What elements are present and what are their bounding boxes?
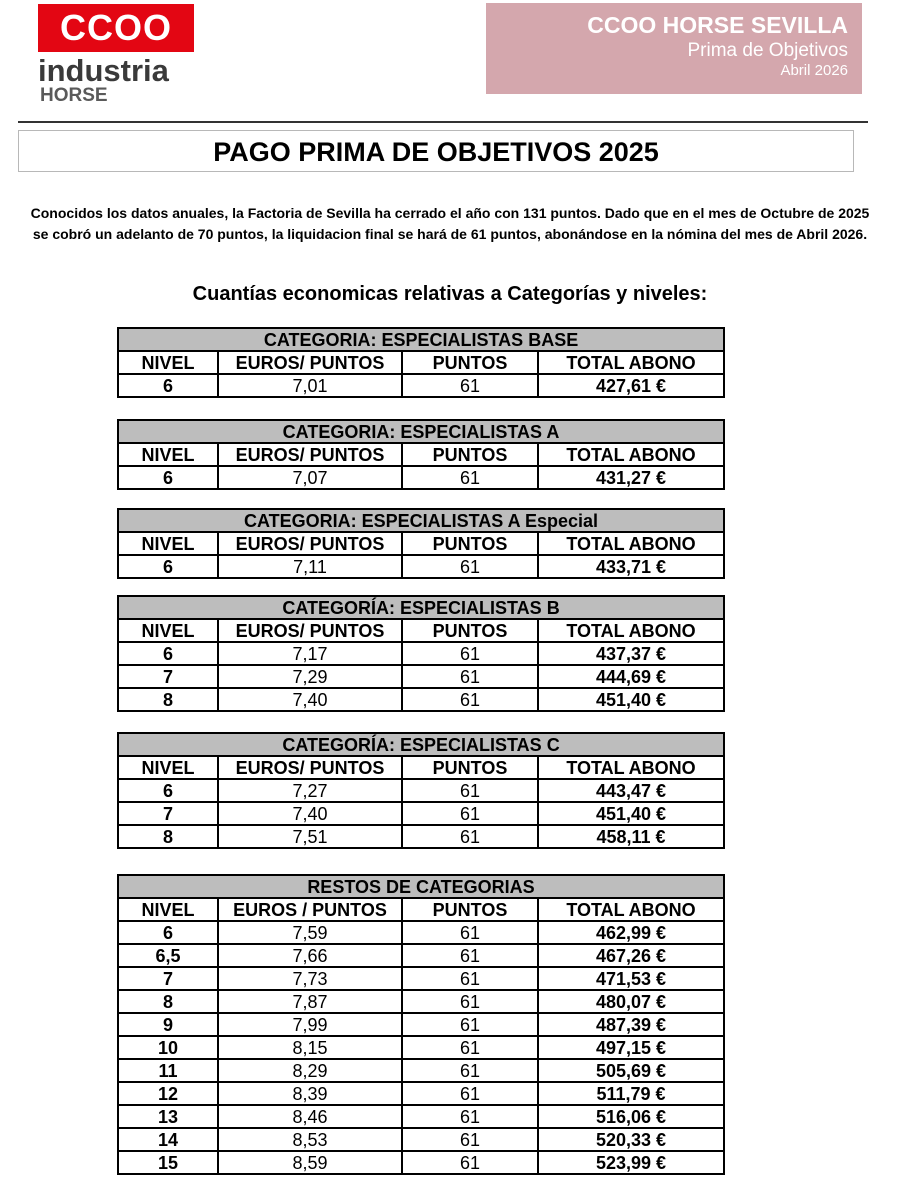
table-row xyxy=(118,1082,724,1105)
total-abono-cell: 444,69 € xyxy=(538,665,724,688)
euros-puntos-cell: 8,46 xyxy=(218,1105,402,1128)
table-row xyxy=(118,1128,724,1151)
column-header: TOTAL ABONO xyxy=(538,898,724,921)
category-title: CATEGORÍA: ESPECIALISTAS C xyxy=(118,733,724,756)
header-date: Abril 2026 xyxy=(780,62,848,79)
header-divider xyxy=(18,121,868,123)
ccoo-logo-mark: CCOO xyxy=(38,4,194,52)
logo-horse-text: HORSE xyxy=(40,85,108,106)
euros-puntos-cell: 7,87 xyxy=(218,990,402,1013)
table-row xyxy=(118,466,724,489)
total-abono-cell: 451,40 € xyxy=(538,802,724,825)
nivel-cell: 6 xyxy=(118,374,218,397)
nivel-cell: 14 xyxy=(118,1128,218,1151)
column-header-row xyxy=(118,532,724,555)
total-abono-cell: 487,39 € xyxy=(538,1013,724,1036)
category-table xyxy=(117,732,725,849)
column-header: NIVEL xyxy=(118,619,218,642)
column-header-row xyxy=(118,756,724,779)
table-row xyxy=(118,665,724,688)
nivel-cell: 10 xyxy=(118,1036,218,1059)
column-header: TOTAL ABONO xyxy=(538,532,724,555)
category-table xyxy=(117,327,725,398)
table-row xyxy=(118,1013,724,1036)
euros-puntos-cell: 7,27 xyxy=(218,779,402,802)
document-title: PAGO PRIMA DE OBJETIVOS 2025 xyxy=(18,130,854,172)
nivel-cell: 7 xyxy=(118,802,218,825)
column-header-row xyxy=(118,443,724,466)
category-title: CATEGORIA: ESPECIALISTAS A Especial xyxy=(118,509,724,532)
puntos-cell: 61 xyxy=(402,779,538,802)
puntos-cell: 61 xyxy=(402,990,538,1013)
euros-puntos-cell: 7,11 xyxy=(218,555,402,578)
nivel-cell: 6,5 xyxy=(118,944,218,967)
nivel-cell: 15 xyxy=(118,1151,218,1174)
column-header: EUROS/ PUNTOS xyxy=(218,351,402,374)
puntos-cell: 61 xyxy=(402,921,538,944)
puntos-cell: 61 xyxy=(402,555,538,578)
euros-puntos-cell: 8,59 xyxy=(218,1151,402,1174)
euros-puntos-cell: 7,29 xyxy=(218,665,402,688)
total-abono-cell: 431,27 € xyxy=(538,466,724,489)
table-row xyxy=(118,1105,724,1128)
column-header: EUROS/ PUNTOS xyxy=(218,619,402,642)
puntos-cell: 61 xyxy=(402,1059,538,1082)
total-abono-cell: 462,99 € xyxy=(538,921,724,944)
euros-puntos-cell: 7,40 xyxy=(218,802,402,825)
column-header: PUNTOS xyxy=(402,443,538,466)
puntos-cell: 61 xyxy=(402,688,538,711)
column-header: TOTAL ABONO xyxy=(538,619,724,642)
puntos-cell: 61 xyxy=(402,466,538,489)
puntos-cell: 61 xyxy=(402,1082,538,1105)
column-header: NIVEL xyxy=(118,532,218,555)
category-title: RESTOS DE CATEGORIAS xyxy=(118,875,724,898)
column-header: EUROS/ PUNTOS xyxy=(218,756,402,779)
puntos-cell: 61 xyxy=(402,1105,538,1128)
table-row xyxy=(118,825,724,848)
column-header: PUNTOS xyxy=(402,898,538,921)
table-row xyxy=(118,642,724,665)
total-abono-cell: 451,40 € xyxy=(538,688,724,711)
nivel-cell: 12 xyxy=(118,1082,218,1105)
column-header: EUROS / PUNTOS xyxy=(218,898,402,921)
euros-puntos-cell: 8,39 xyxy=(218,1082,402,1105)
table-row xyxy=(118,1151,724,1174)
column-header: EUROS/ PUNTOS xyxy=(218,443,402,466)
category-table xyxy=(117,508,725,579)
category-title: CATEGORÍA: ESPECIALISTAS B xyxy=(118,596,724,619)
column-header: NIVEL xyxy=(118,351,218,374)
puntos-cell: 61 xyxy=(402,825,538,848)
euros-puntos-cell: 7,51 xyxy=(218,825,402,848)
puntos-cell: 61 xyxy=(402,1151,538,1174)
nivel-cell: 6 xyxy=(118,921,218,944)
total-abono-cell: 505,69 € xyxy=(538,1059,724,1082)
puntos-cell: 61 xyxy=(402,665,538,688)
euros-puntos-cell: 7,40 xyxy=(218,688,402,711)
column-header: TOTAL ABONO xyxy=(538,443,724,466)
euros-puntos-cell: 8,29 xyxy=(218,1059,402,1082)
column-header: PUNTOS xyxy=(402,351,538,374)
puntos-cell: 61 xyxy=(402,642,538,665)
total-abono-cell: 433,71 € xyxy=(538,555,724,578)
category-table xyxy=(117,419,725,490)
nivel-cell: 13 xyxy=(118,1105,218,1128)
total-abono-cell: 497,15 € xyxy=(538,1036,724,1059)
column-header: TOTAL ABONO xyxy=(538,351,724,374)
total-abono-cell: 516,06 € xyxy=(538,1105,724,1128)
nivel-cell: 8 xyxy=(118,688,218,711)
table-row xyxy=(118,1059,724,1082)
euros-puntos-cell: 7,01 xyxy=(218,374,402,397)
header-box xyxy=(486,3,862,94)
category-title: CATEGORIA: ESPECIALISTAS BASE xyxy=(118,328,724,351)
total-abono-cell: 427,61 € xyxy=(538,374,724,397)
total-abono-cell: 523,99 € xyxy=(538,1151,724,1174)
category-table xyxy=(117,874,725,1175)
nivel-cell: 6 xyxy=(118,779,218,802)
puntos-cell: 61 xyxy=(402,802,538,825)
table-row xyxy=(118,779,724,802)
total-abono-cell: 520,33 € xyxy=(538,1128,724,1151)
column-header-row xyxy=(118,351,724,374)
euros-puntos-cell: 8,53 xyxy=(218,1128,402,1151)
total-abono-cell: 471,53 € xyxy=(538,967,724,990)
column-header: EUROS/ PUNTOS xyxy=(218,532,402,555)
column-header: PUNTOS xyxy=(402,756,538,779)
euros-puntos-cell: 7,59 xyxy=(218,921,402,944)
table-row xyxy=(118,688,724,711)
category-table xyxy=(117,595,725,712)
nivel-cell: 7 xyxy=(118,665,218,688)
table-row xyxy=(118,1036,724,1059)
column-header-row xyxy=(118,898,724,921)
nivel-cell: 6 xyxy=(118,555,218,578)
logo-industria-text: industria xyxy=(38,53,169,88)
puntos-cell: 61 xyxy=(402,944,538,967)
total-abono-cell: 443,47 € xyxy=(538,779,724,802)
column-header: NIVEL xyxy=(118,898,218,921)
puntos-cell: 61 xyxy=(402,1128,538,1151)
table-row xyxy=(118,990,724,1013)
column-header: PUNTOS xyxy=(402,532,538,555)
euros-puntos-cell: 7,99 xyxy=(218,1013,402,1036)
nivel-cell: 6 xyxy=(118,642,218,665)
total-abono-cell: 511,79 € xyxy=(538,1082,724,1105)
column-header: NIVEL xyxy=(118,756,218,779)
euros-puntos-cell: 7,07 xyxy=(218,466,402,489)
column-header: TOTAL ABONO xyxy=(538,756,724,779)
puntos-cell: 61 xyxy=(402,1036,538,1059)
total-abono-cell: 437,37 € xyxy=(538,642,724,665)
table-row xyxy=(118,967,724,990)
nivel-cell: 9 xyxy=(118,1013,218,1036)
table-row xyxy=(118,921,724,944)
nivel-cell: 8 xyxy=(118,825,218,848)
euros-puntos-cell: 7,66 xyxy=(218,944,402,967)
ccoo-logo xyxy=(38,4,198,106)
puntos-cell: 61 xyxy=(402,967,538,990)
header-title: CCOO HORSE SEVILLA xyxy=(587,12,848,38)
puntos-cell: 61 xyxy=(402,374,538,397)
table-row xyxy=(118,802,724,825)
euros-puntos-cell: 7,17 xyxy=(218,642,402,665)
nivel-cell: 11 xyxy=(118,1059,218,1082)
column-header: PUNTOS xyxy=(402,619,538,642)
total-abono-cell: 480,07 € xyxy=(538,990,724,1013)
table-row xyxy=(118,555,724,578)
header-subtitle: Prima de Objetivos xyxy=(687,40,848,61)
puntos-cell: 61 xyxy=(402,1013,538,1036)
intro-paragraph: Conocidos los datos anuales, la Factoria de Sevilla ha cerrado el año con 131 puntos. Dado que en el mes de Octubre de 2025 se cobró un adelanto de 70 puntos, la liquidacion final se hará de 61 puntos, abonándose en la nómina del mes de Abril 2026. xyxy=(30,205,870,242)
total-abono-cell: 458,11 € xyxy=(538,825,724,848)
nivel-cell: 8 xyxy=(118,990,218,1013)
column-header: NIVEL xyxy=(118,443,218,466)
section-heading: Cuantías economicas relativas a Categorías y niveles: xyxy=(192,283,708,305)
nivel-cell: 7 xyxy=(118,967,218,990)
category-title: CATEGORIA: ESPECIALISTAS A xyxy=(118,420,724,443)
nivel-cell: 6 xyxy=(118,466,218,489)
total-abono-cell: 467,26 € xyxy=(538,944,724,967)
column-header-row xyxy=(118,619,724,642)
euros-puntos-cell: 7,73 xyxy=(218,967,402,990)
table-row xyxy=(118,374,724,397)
euros-puntos-cell: 8,15 xyxy=(218,1036,402,1059)
table-row xyxy=(118,944,724,967)
